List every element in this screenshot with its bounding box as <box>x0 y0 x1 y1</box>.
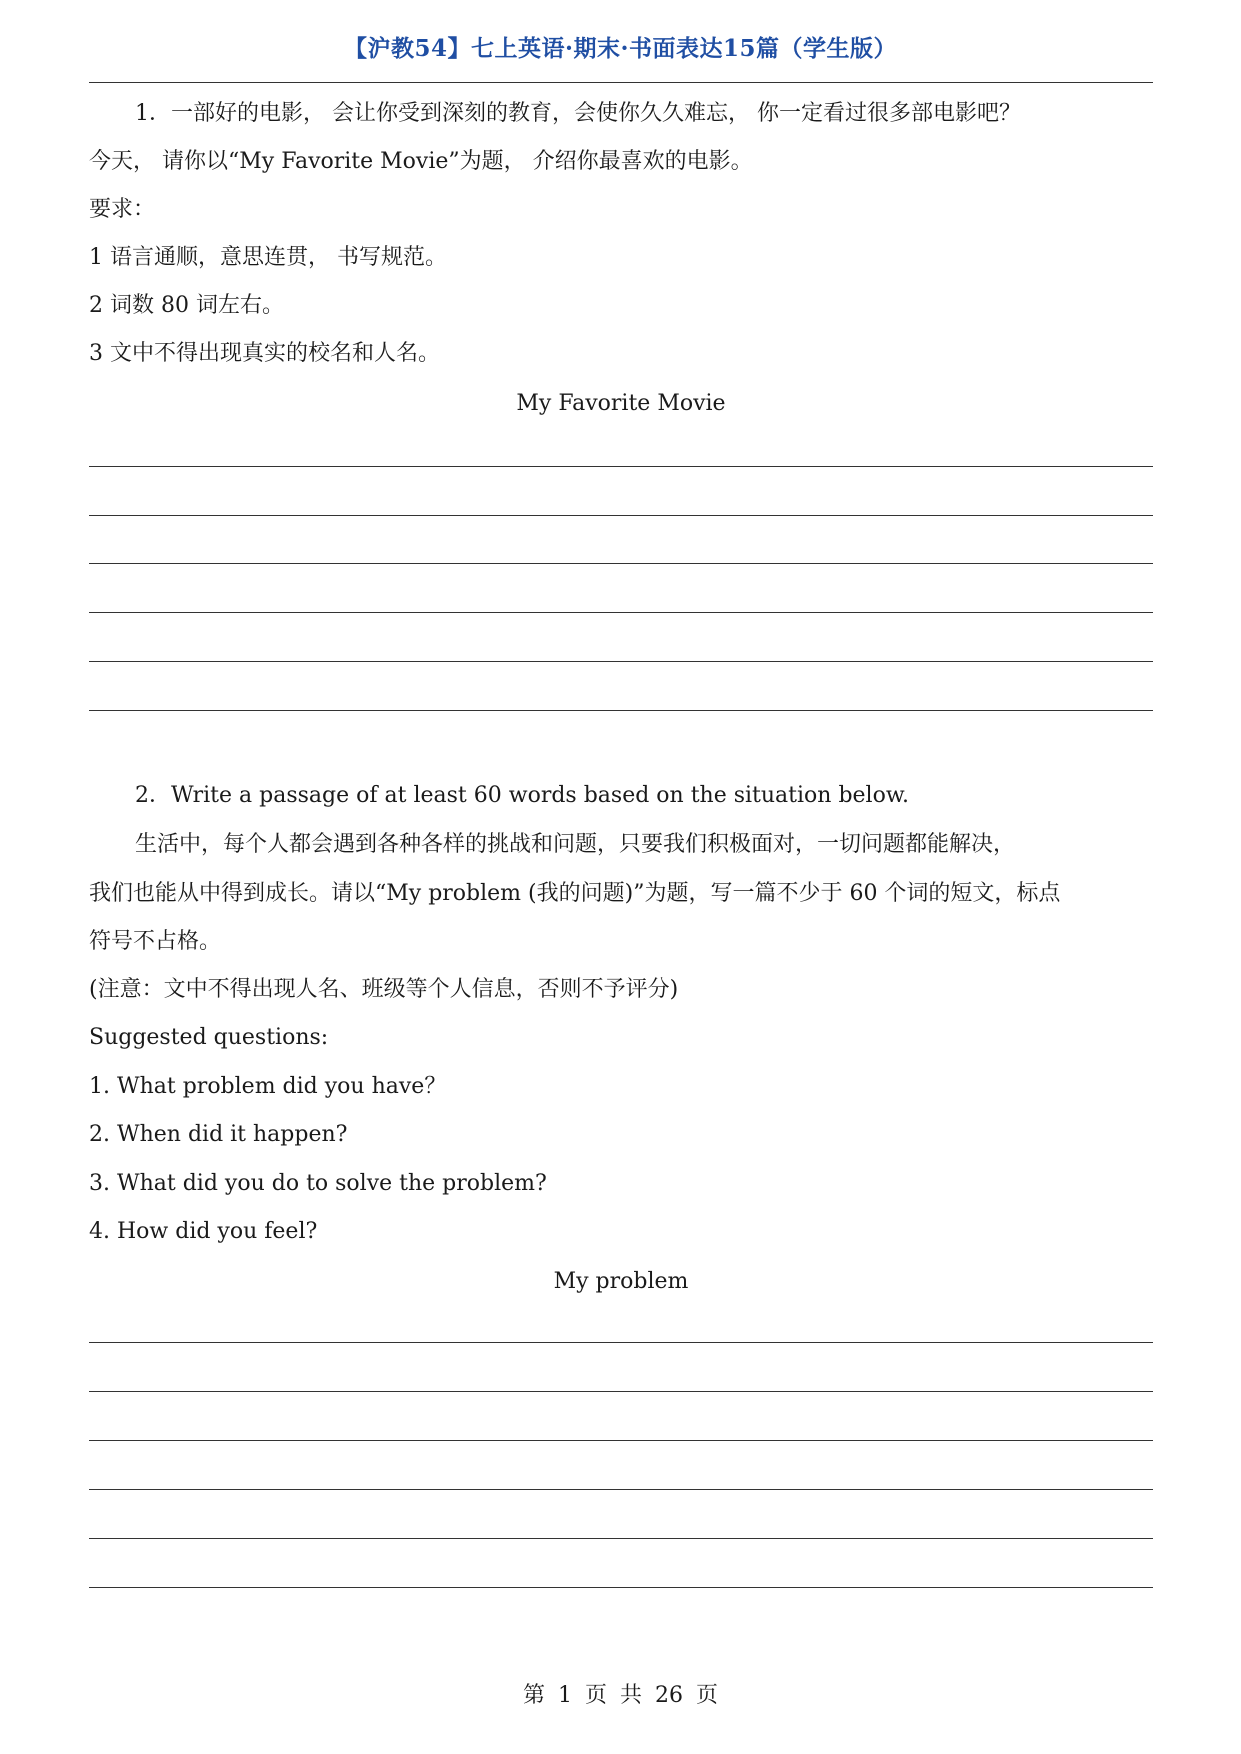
q2-question-4: 4. How did you feel? <box>89 1219 318 1244</box>
q2-answer-line[interactable] <box>89 1538 1153 1539</box>
q2-answer-line[interactable] <box>89 1440 1153 1441</box>
q1-answer-line[interactable] <box>89 515 1153 516</box>
q1-requirements-heading: 要求： <box>89 197 156 222</box>
q1-answer-line[interactable] <box>89 466 1153 467</box>
q2-question-1: 1. What problem did you have？ <box>89 1074 447 1099</box>
header-divider <box>89 82 1153 83</box>
q1-answer-line[interactable] <box>89 661 1153 662</box>
q1-requirement-3: 3 文中不得出现真实的校名和人名。 <box>89 341 440 366</box>
q2-question-2: 2. When did it happen? <box>89 1122 348 1147</box>
page-header-title: 【沪教54】七上英语·期末·书面表达15篇（学生版） <box>343 35 898 62</box>
q2-paragraph-line2: 我们也能从中得到成长。请以“My problem (我的问题)”为题，写一篇不少于 60 个词的短文，标点 <box>89 881 1061 906</box>
q2-question-3: 3. What did you do to solve the problem? <box>89 1171 547 1196</box>
q2-answer-line[interactable] <box>89 1587 1153 1588</box>
q2-suggested-heading: Suggested questions: <box>89 1025 329 1050</box>
q1-answer-line[interactable] <box>89 612 1153 613</box>
q2-answer-line[interactable] <box>89 1342 1153 1343</box>
page-number: 第 1 页 共 26 页 <box>523 1683 718 1708</box>
q2-paragraph-line3: 符号不占格。 <box>89 929 222 954</box>
q1-requirement-1: 1 语言通顺，意思连贯， 书写规范。 <box>89 245 447 270</box>
q2-essay-title: My problem <box>553 1269 689 1294</box>
q1-prompt-line1: 1．一部好的电影， 会让你受到深刻的教育，会使你久久难忘， 你一定看过很多部电影吧？ <box>135 101 1021 126</box>
q2-answer-line[interactable] <box>89 1391 1153 1392</box>
q1-requirement-2: 2 词数 80 词左右。 <box>89 293 284 318</box>
q1-answer-line[interactable] <box>89 563 1153 564</box>
q2-answer-line[interactable] <box>89 1489 1153 1490</box>
q2-paragraph-line1: 生活中，每个人都会遇到各种各样的挑战和问题，只要我们积极面对，一切问题都能解决， <box>135 832 1016 857</box>
q2-prompt-line1: 2．Write a passage of at least 60 words based on the situation below. <box>135 783 910 808</box>
q2-note: (注意：文中不得出现人名、班级等个人信息，否则不予评分) <box>89 977 679 1002</box>
q1-essay-title: My Favorite Movie <box>516 391 726 416</box>
q1-prompt-line2: 今天， 请你以“My Favorite Movie”为题， 介绍你最喜欢的电影。 <box>89 149 753 174</box>
q1-answer-line[interactable] <box>89 710 1153 711</box>
